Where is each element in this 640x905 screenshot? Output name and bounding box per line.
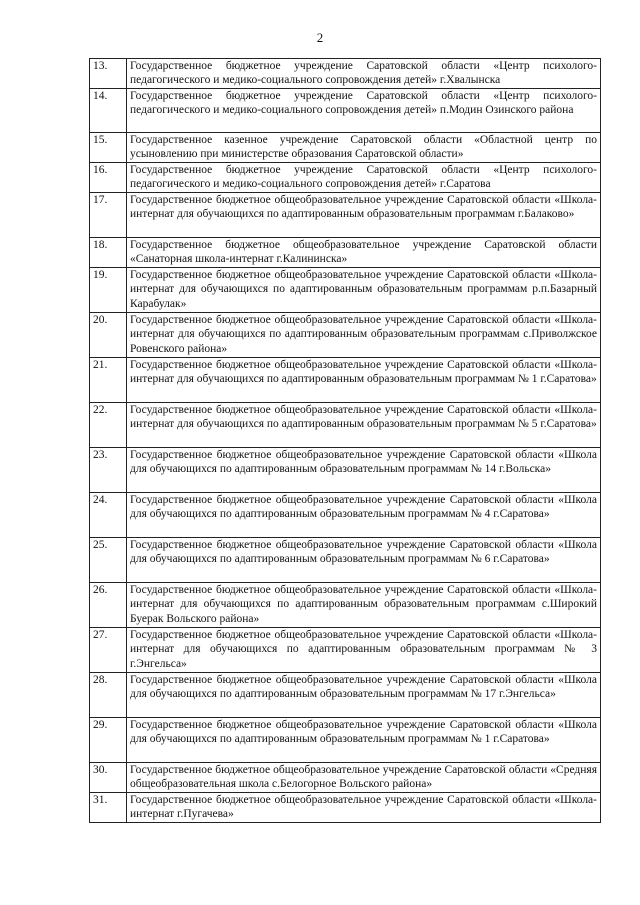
institution-name: Государственное бюджетное общеобразовательное учреждение Саратовской области «Школа для обучающихся по адаптированным образовательным программам № 14 г.Вольска»: [127, 448, 601, 493]
table-row: [90, 583, 601, 628]
table-row: [90, 59, 601, 89]
institution-name: Государственное бюджетное общеобразовательное учреждение Саратовской области «Школа-интернат для обучающихся по адаптированным образовательным программам № 1 г.Саратова»: [127, 358, 601, 403]
row-number: 16.: [90, 163, 127, 193]
table-row: [90, 538, 601, 583]
table-row: [90, 133, 601, 163]
institution-name: Государственное бюджетное общеобразовательное учреждение Саратовской области «Школа-интернат для обучающихся по адаптированным образовательным программам с.Приволжское Ровенского района»: [127, 313, 601, 358]
institutions-table: [89, 58, 601, 823]
table-row: [90, 268, 601, 313]
institution-name: Государственное бюджетное общеобразовательное учреждение Саратовской области «Школа-интернат для обучающихся по адаптированным образовательным программам с.Широкий Буерак Вольского района»: [127, 583, 601, 628]
table-row: [90, 193, 601, 238]
row-number: 18.: [90, 238, 127, 268]
row-number: 23.: [90, 448, 127, 493]
institution-name: Государственное бюджетное учреждение Саратовской области «Центр психолого-педагогического и медико-социального сопровождения детей» г.Хвалынска: [127, 59, 601, 89]
institution-name: Государственное бюджетное общеобразовательное учреждение Саратовской области «Школа-интернат для обучающихся по адаптированным образовательным программам № 3 г.Энгельса»: [127, 628, 601, 673]
institution-name: Государственное бюджетное общеобразовательное учреждение Саратовской области «Школа для обучающихся по адаптированным образовательным программам № 17 г.Энгельса»: [127, 673, 601, 718]
institution-name: Государственное бюджетное общеобразовательное учреждение Саратовской области «Школа для обучающихся по адаптированным образовательным программам № 1 г.Саратова»: [127, 718, 601, 763]
row-number: 15.: [90, 133, 127, 163]
row-number: 26.: [90, 583, 127, 628]
row-number: 13.: [90, 59, 127, 89]
row-number: 25.: [90, 538, 127, 583]
table-row: [90, 673, 601, 718]
row-number: 22.: [90, 403, 127, 448]
row-number: 31.: [90, 793, 127, 823]
institution-name: Государственное бюджетное учреждение Саратовской области «Центр психолого-педагогического и медико-социального сопровождения детей» п.Модин Озинского района: [127, 89, 601, 133]
table-row: [90, 358, 601, 403]
institution-name: Государственное бюджетное учреждение Саратовской области «Центр психолого-педагогического и медико-социального сопровождения детей» г.Саратова: [127, 163, 601, 193]
institution-name: Государственное бюджетное общеобразовательное учреждение Саратовской области «Школа для обучающихся по адаптированным образовательным программам № 6 г.Саратова»: [127, 538, 601, 583]
table-row: [90, 313, 601, 358]
table-row: [90, 763, 601, 793]
table-row: [90, 718, 601, 763]
row-number: 28.: [90, 673, 127, 718]
row-number: 29.: [90, 718, 127, 763]
institution-name: Государственное бюджетное общеобразовательное учреждение Саратовской области «Школа-интернат для обучающихся по адаптированным образовательным программам № 5 г.Саратова»: [127, 403, 601, 448]
row-number: 20.: [90, 313, 127, 358]
row-number: 30.: [90, 763, 127, 793]
institution-name: Государственное бюджетное общеобразовательное учреждение Саратовской области «Санаторная школа-интернат г.Калининска»: [127, 238, 601, 268]
table-row: [90, 493, 601, 538]
table-row: [90, 163, 601, 193]
row-number: 21.: [90, 358, 127, 403]
table-row: [90, 89, 601, 133]
row-number: 17.: [90, 193, 127, 238]
institution-name: Государственное казенное учреждение Саратовской области «Областной центр по усыновлению при министерстве образования Саратовской области»: [127, 133, 601, 163]
row-number: 27.: [90, 628, 127, 673]
table-row: [90, 238, 601, 268]
table-row: [90, 403, 601, 448]
institution-name: Государственное бюджетное общеобразовательное учреждение Саратовской области «Школа-интернат для обучающихся по адаптированным образовательным программам р.п.Базарный Карабулак»: [127, 268, 601, 313]
row-number: 14.: [90, 89, 127, 133]
table-row: [90, 628, 601, 673]
institution-name: Государственное бюджетное общеобразовательное учреждение Саратовской области «Школа для обучающихся по адаптированным образовательным программам № 4 г.Саратова»: [127, 493, 601, 538]
institution-name: Государственное бюджетное общеобразовательное учреждение Саратовской области «Школа-интернат для обучающихся по адаптированным образовательным программам г.Балаково»: [127, 193, 601, 238]
table-row: [90, 793, 601, 823]
row-number: 24.: [90, 493, 127, 538]
institution-name: Государственное бюджетное общеобразовательное учреждение Саратовской области «Средняя общеобразовательная школа с.Белогорное Вольского района»: [127, 763, 601, 793]
institution-name: Государственное бюджетное общеобразовательное учреждение Саратовской области «Школа-интернат г.Пугачева»: [127, 793, 601, 823]
page-number: 2: [316, 30, 324, 45]
row-number: 19.: [90, 268, 127, 313]
table-row: [90, 448, 601, 493]
